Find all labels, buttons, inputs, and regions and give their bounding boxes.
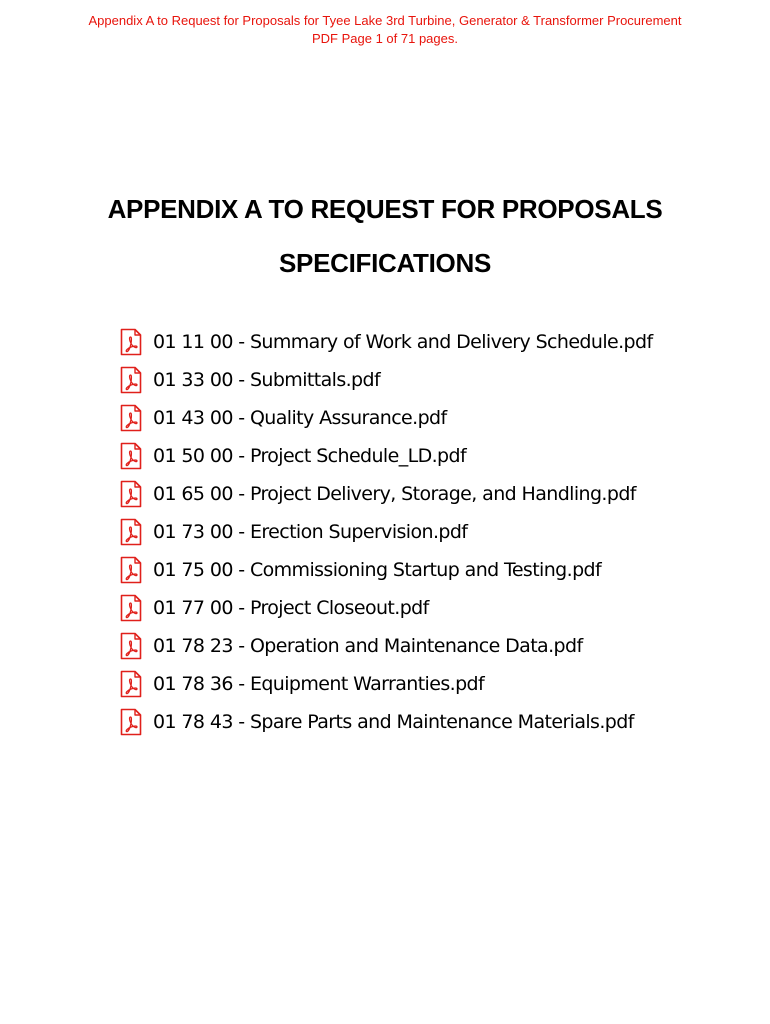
file-label: 01 78 36 - Equipment Warranties.pdf xyxy=(153,673,485,695)
file-label: 01 75 00 - Commissioning Startup and Testing.pdf xyxy=(153,559,602,581)
pdf-file-icon xyxy=(120,480,142,508)
page-header xyxy=(0,12,770,48)
file-item-8[interactable] xyxy=(120,589,720,627)
file-item-2[interactable] xyxy=(120,361,720,399)
file-label: 01 50 00 - Project Schedule_LD.pdf xyxy=(153,445,467,467)
file-label: 01 65 00 - Project Delivery, Storage, and Handling.pdf xyxy=(153,483,636,505)
document-title xyxy=(0,190,770,276)
header-line-title: Appendix A to Request for Proposals for Tyee Lake 3rd Turbine, Generator & Transformer Procurement xyxy=(88,13,682,28)
file-list xyxy=(120,323,720,741)
file-label: 01 11 00 - Summary of Work and Delivery Schedule.pdf xyxy=(153,331,653,353)
file-label: 01 78 43 - Spare Parts and Maintenance Materials.pdf xyxy=(153,711,634,733)
file-label: 01 43 00 - Quality Assurance.pdf xyxy=(153,407,447,429)
file-item-4[interactable] xyxy=(120,437,720,475)
file-item-3[interactable] xyxy=(120,399,720,437)
pdf-file-icon xyxy=(120,556,142,584)
file-label: 01 77 00 - Project Closeout.pdf xyxy=(153,597,429,619)
file-item-11[interactable] xyxy=(120,703,720,741)
pdf-file-icon xyxy=(120,442,142,470)
file-label: 01 78 23 - Operation and Maintenance Data.pdf xyxy=(153,635,583,657)
pdf-file-icon xyxy=(120,404,142,432)
pdf-file-icon xyxy=(120,708,142,736)
pdf-file-icon xyxy=(120,594,142,622)
file-label: 01 33 00 - Submittals.pdf xyxy=(153,369,381,391)
pdf-file-icon xyxy=(120,518,142,546)
pdf-file-icon xyxy=(120,328,142,356)
file-item-1[interactable] xyxy=(120,323,720,361)
pdf-file-icon xyxy=(120,632,142,660)
file-item-9[interactable] xyxy=(120,627,720,665)
file-item-10[interactable] xyxy=(120,665,720,703)
file-item-7[interactable] xyxy=(120,551,720,589)
file-item-6[interactable] xyxy=(120,513,720,551)
pdf-file-icon xyxy=(120,670,142,698)
file-item-5[interactable] xyxy=(120,475,720,513)
header-line-page-count: PDF Page 1 of 71 pages. xyxy=(312,31,458,46)
title-line-appendix: APPENDIX A TO REQUEST FOR PROPOSALS xyxy=(107,194,663,224)
file-label: 01 73 00 - Erection Supervision.pdf xyxy=(153,521,468,543)
pdf-file-icon xyxy=(120,366,142,394)
title-line-specifications: SPECIFICATIONS xyxy=(278,248,491,278)
